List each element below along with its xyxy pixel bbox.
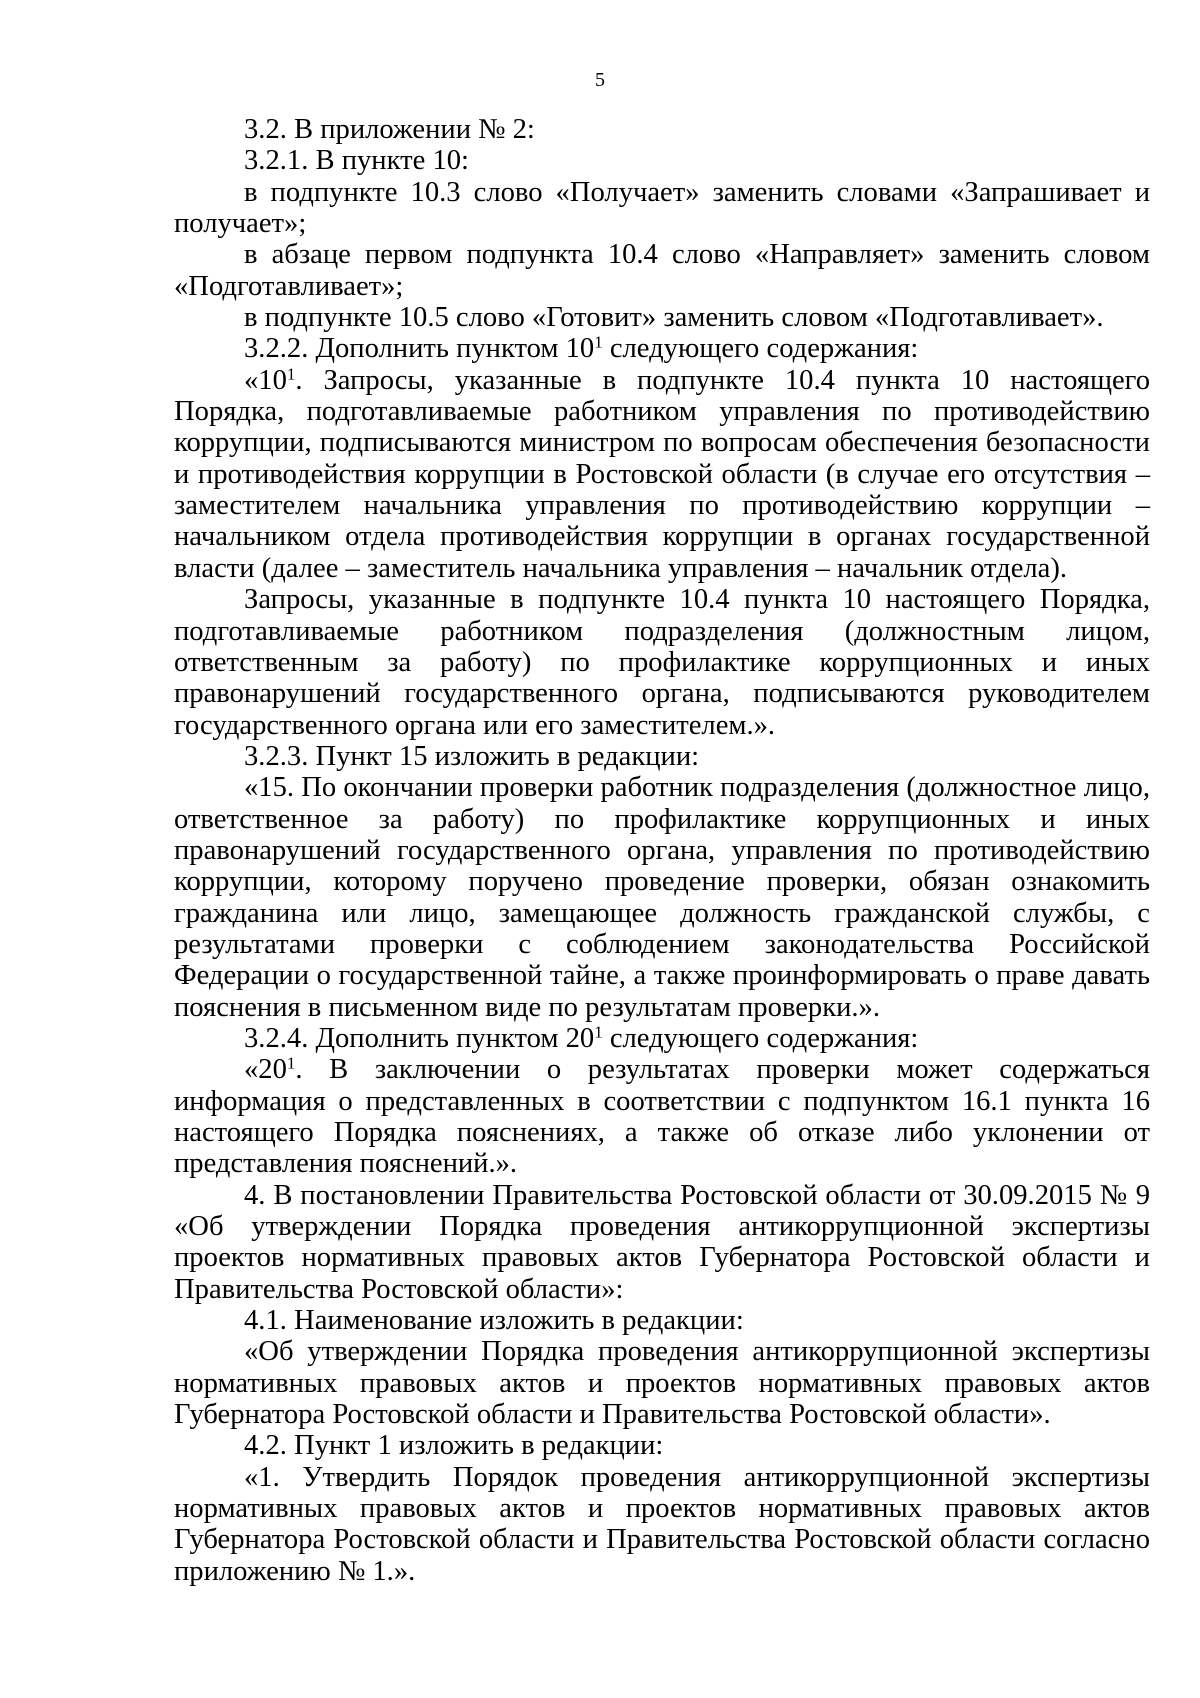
paragraph: 3.2.4. Дополнить пунктом $20^1$ следующего содержания: [244, 1022, 919, 1054]
superscript: 1 [594, 333, 603, 353]
paragraph: «1. Утвердить Порядок проведения антикоррупционной экспертизы нормативных правовых актов и проектов нормативных правовых актов Губернатора Ростовской области и Правительства Ростовской области согласно приложению № 1.». [174, 1461, 1150, 1587]
paragraph: Запросы, указанные в подпункте 10.4 пункта 10 настоящего Порядка, подготавливаемые работником подразделения (должностным лицом, ответственным за работу) по профилактике коррупционных и иных правонарушений государственного органа, подписываются руководителем государственного органа или его заместителем.». [174, 584, 1150, 741]
paragraph: 3.2.2. Дополнить пунктом $10^1$ следующего содержания: [244, 333, 919, 365]
paragraph: 3.2.3. Пункт 15 изложить в редакции: [244, 740, 700, 772]
page-number: 5 [595, 69, 605, 91]
paragraph: 3.2.1. В пункте 10: [244, 145, 469, 177]
superscript: 1 [286, 364, 296, 384]
paragraph: «Об утверждении Порядка проведения антикоррупционной экспертизы нормативных правовых актов и проектов нормативных правовых актов Губернатора Ростовской области и Правительства Ростовской области». [174, 1336, 1150, 1431]
superscript: 1 [594, 1022, 603, 1042]
paragraph: 3.2. В приложении № 2: [244, 114, 535, 145]
paragraph: «$10^1$. Запросы, указанные в подпункте 10.4 пункта 10 настоящего Порядка, подготавливаемые работником управления по противодействию коррупции, подписываются министром по вопросам обеспечения безопасности и противодействия коррупции в Ростовской области (в случае его отсутствия – заместителем начальника управления по противодействию коррупции – начальником отдела противодействия коррупции в органах государственной власти (далее – заместитель начальника управления – начальник отдела). [174, 364, 1150, 584]
paragraph: «15. По окончании проверки работник подразделения (должностное лицо, ответственное за работу) по профилактике коррупционных и иных правонарушений государственного органа, управления по противодействию коррупции, которому поручено проведение проверки, обязан ознакомить гражданина или лицо, замещающее должность гражданской службы, с результатами проверки с соблюдением законодательства Российской Федерации о государственной тайне, а также проинформировать о праве давать пояснения в письменном виде по результатам проверки.». [174, 772, 1150, 1023]
paragraph: 4.2. Пункт 1 изложить в редакции: [244, 1430, 664, 1462]
paragraph: в абзаце первом подпункта 10.4 слово «Направляет» заменить словом «Подготавливает»; [174, 239, 1150, 302]
paragraph: 4.1. Наименование изложить в редакции: [244, 1305, 744, 1337]
paragraph: 4. В постановлении Правительства Ростовской области от 30.09.2015 № 9 «Об утверждении Порядка проведения антикоррупционной экспертизы проектов нормативных правовых актов Губернатора Ростовской области и Правительства Ростовской области»: [174, 1179, 1150, 1305]
paragraph: «$20^1$. В заключении о результатах проверки может содержаться информация о представленных в соответствии с подпунктом 16.1 пункта 16 настоящего Порядка пояснениях, а также об отказе либо уклонении от представления пояснений.». [174, 1053, 1150, 1180]
superscript: 1 [286, 1053, 296, 1073]
paragraph: в подпункте 10.5 слово «Готовит» заменить словом «Подготавливает». [244, 302, 1104, 334]
document-body [174, 114, 1150, 1587]
paragraph: в подпункте 10.3 слово «Получает» заменить словами «Запрашивает и получает»; [174, 176, 1150, 240]
